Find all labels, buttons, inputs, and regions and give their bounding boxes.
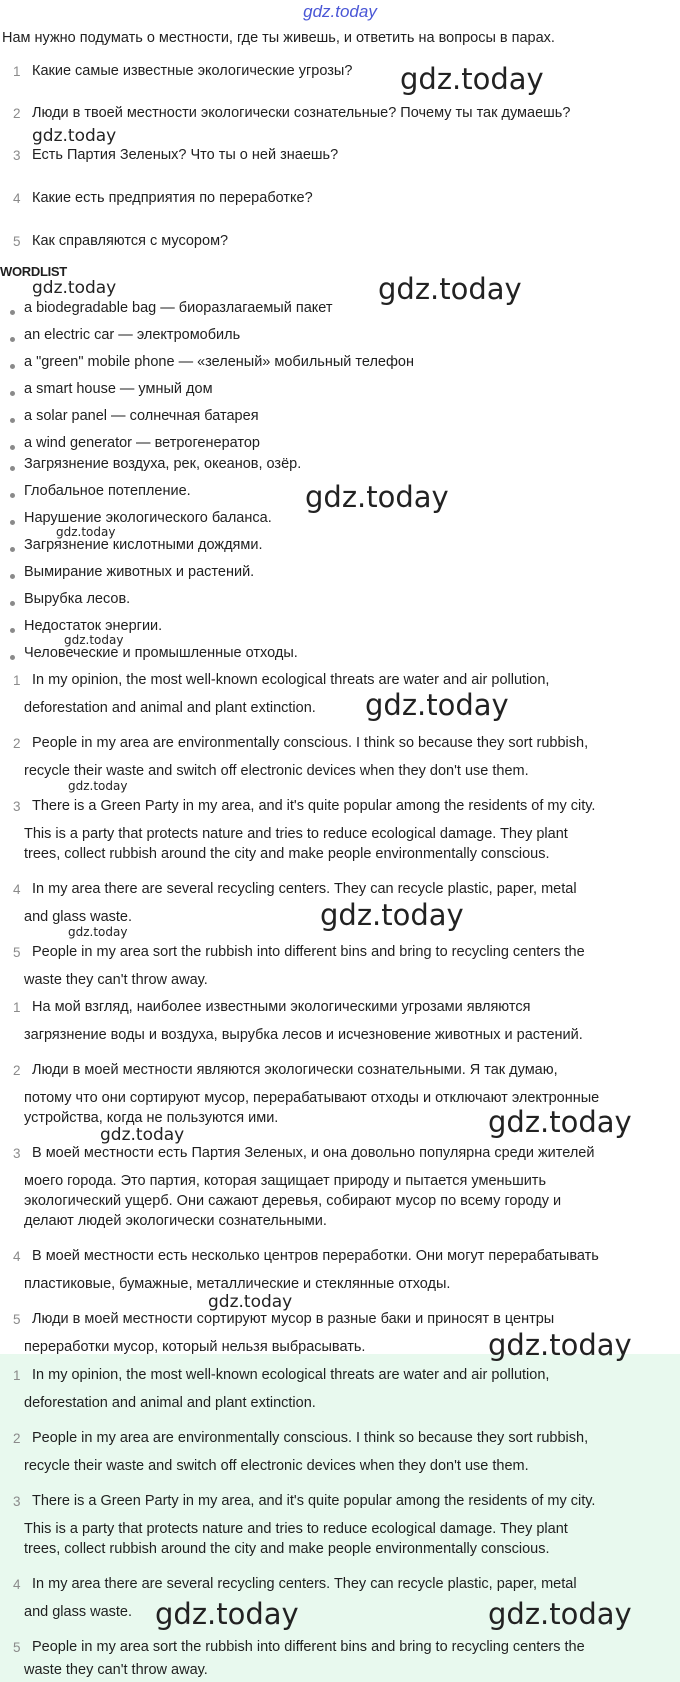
- list-item: Человеческие и промышленные отходы.: [24, 645, 298, 661]
- answer-line: Люди в моей местности являются экологически сознательными. Я так думаю,: [32, 1062, 558, 1078]
- bullet: [10, 628, 15, 633]
- answer-number: 4: [13, 882, 21, 897]
- question-text: Какие есть предприятия по переработке?: [32, 190, 313, 206]
- answer-line: На мой взгляд, наиболее известными экологическими угрозами являются: [32, 999, 531, 1015]
- question-number: 3: [13, 148, 21, 163]
- answer-line: моего города. Это партия, которая защищает природу и пытается уменьшить: [24, 1173, 546, 1189]
- watermark: gdz.today: [320, 898, 464, 932]
- bullet: [10, 655, 15, 660]
- watermark: gdz.today: [32, 278, 117, 298]
- answer-line: В моей местности есть несколько центров переработки. Они могут перерабатывать: [32, 1248, 599, 1264]
- answer-line: устройства, когда не пользуются ими.: [24, 1110, 279, 1126]
- list-item: a wind generator — ветрогенератор: [24, 435, 260, 451]
- question-text: Какие самые известные экологические угрозы?: [32, 63, 353, 79]
- question-text: Есть Партия Зеленых? Что ты о ней знаешь?: [32, 147, 339, 163]
- answer-number: 3: [13, 1494, 21, 1509]
- answer-line: пластиковые, бумажные, металлические и стеклянные отходы.: [24, 1276, 451, 1292]
- bullet: [10, 493, 15, 498]
- answer-line: In my area there are several recycling centers. They can recycle plastic, paper, metal: [32, 881, 577, 897]
- answer-number: 1: [13, 1000, 21, 1015]
- bullet: [10, 547, 15, 552]
- list-item: Недостаток энергии.: [24, 618, 163, 634]
- watermark: gdz.today: [365, 688, 509, 722]
- bullet: [10, 601, 15, 606]
- watermark: gdz.today: [378, 272, 522, 306]
- answer-line: recycle their waste and switch off electronic devices when they don't use them.: [24, 1458, 529, 1474]
- answer-line: and glass waste.: [24, 909, 133, 925]
- answer-line: потому что они сортируют мусор, перерабатывают отходы и отключают электронные: [24, 1090, 600, 1106]
- watermark: gdz.today: [488, 1328, 632, 1362]
- answer-line: deforestation and animal and plant extinction.: [24, 1395, 316, 1411]
- watermark: gdz.today: [488, 1105, 632, 1139]
- top-watermark: gdz.today: [303, 2, 377, 21]
- answer-line: There is a Green Party in my area, and it's quite popular among the residents of my city.: [32, 798, 596, 814]
- answer-line: waste they can't throw away.: [24, 1662, 208, 1678]
- watermark: gdz.today: [32, 126, 117, 146]
- answer-line: trees, collect rubbish around the city and make people environmentally conscious.: [24, 1541, 550, 1557]
- answer-line: Люди в моей местности сортируют мусор в разные баки и приносят в центры: [32, 1311, 555, 1327]
- answer-line: This is a party that protects nature and tries to reduce ecological damage. They plant: [24, 1521, 568, 1537]
- question-number: 4: [13, 191, 21, 206]
- list-item: a solar panel — солнечная батарея: [24, 408, 259, 424]
- bullet: [10, 418, 15, 423]
- list-item: Вымирание животных и растений.: [24, 564, 255, 580]
- answer-line: There is a Green Party in my area, and it's quite popular among the residents of my city.: [32, 1493, 596, 1509]
- answer-number: 5: [13, 1640, 21, 1655]
- list-item: Вырубка лесов.: [24, 591, 131, 607]
- list-item: Загрязнение кислотными дождями.: [24, 537, 263, 553]
- watermark: gdz.today: [100, 1125, 185, 1145]
- answer-number: 1: [13, 673, 21, 688]
- list-item: an electric car — электромобиль: [24, 327, 241, 343]
- answer-line: and glass waste.: [24, 1604, 133, 1620]
- list-item: Глобальное потепление.: [24, 483, 191, 499]
- answer-line: делают людей экологически сознательными.: [24, 1213, 327, 1229]
- bullet: [10, 391, 15, 396]
- answer-line: загрязнение воды и воздуха, вырубка лесов и исчезновение животных и растений.: [24, 1027, 583, 1043]
- answer-line: People in my area are environmentally conscious. I think so because they sort rubbish,: [32, 735, 589, 751]
- list-item: Загрязнение воздуха, рек, океанов, озёр.: [24, 456, 302, 472]
- watermark: gdz.today: [64, 633, 124, 647]
- list-item: a biodegradable bag — биоразлагаемый пакет: [24, 300, 333, 316]
- answer-number: 1: [13, 1368, 21, 1383]
- answer-line: recycle their waste and switch off electronic devices when they don't use them.: [24, 763, 529, 779]
- bullet: [10, 445, 15, 450]
- list-item: Нарушение экологического баланса.: [24, 510, 272, 526]
- answer-line: People in my area sort the rubbish into different bins and bring to recycling centers the: [32, 944, 585, 960]
- answer-line: В моей местности есть Партия Зеленых, и она довольно популярна среди жителей: [32, 1145, 595, 1161]
- watermark: gdz.today: [305, 480, 449, 514]
- bullet: [10, 574, 15, 579]
- list-item: a smart house — умный дом: [24, 381, 213, 397]
- answer-line: trees, collect rubbish around the city and make people environmentally conscious.: [24, 846, 550, 862]
- watermark: gdz.today: [488, 1597, 632, 1631]
- answer-number: 2: [13, 1063, 21, 1078]
- question-text: Как справляются с мусором?: [32, 233, 229, 249]
- answer-number: 4: [13, 1577, 21, 1592]
- wordlist-title: WORDLIST: [0, 264, 67, 279]
- watermark: gdz.today: [155, 1597, 299, 1631]
- intro-text: Нам нужно подумать о местности, где ты живешь, и ответить на вопросы в парах.: [2, 30, 555, 46]
- answer-line: переработки мусор, который нельзя выбрасывать.: [24, 1339, 366, 1355]
- bullet: [10, 337, 15, 342]
- answer-line: In my opinion, the most well-known ecological threats are water and air pollution,: [32, 1367, 550, 1383]
- answer-line: In my area there are several recycling centers. They can recycle plastic, paper, metal: [32, 1576, 577, 1592]
- watermark: gdz.today: [68, 925, 128, 939]
- bullet: [10, 520, 15, 525]
- watermark: gdz.today: [68, 779, 128, 793]
- watermark: gdz.today: [400, 62, 544, 96]
- bullet: [10, 466, 15, 471]
- answer-number: 2: [13, 1431, 21, 1446]
- answer-line: In my opinion, the most well-known ecological threats are water and air pollution,: [32, 672, 550, 688]
- answer-number: 3: [13, 1146, 21, 1161]
- question-number: 1: [13, 64, 21, 79]
- answer-number: 4: [13, 1249, 21, 1264]
- answer-line: deforestation and animal and plant extinction.: [24, 700, 316, 716]
- answer-line: This is a party that protects nature and tries to reduce ecological damage. They plant: [24, 826, 568, 842]
- watermark: gdz.today: [56, 525, 116, 539]
- list-item: a "green" mobile phone — «зеленый» мобильный телефон: [24, 354, 414, 370]
- bullet: [10, 310, 15, 315]
- question-text: Люди в твоей местности экологически сознательные? Почему ты так думаешь?: [32, 105, 571, 121]
- answer-number: 2: [13, 736, 21, 751]
- answer-number: 5: [13, 945, 21, 960]
- question-number: 5: [13, 234, 21, 249]
- answer-number: 5: [13, 1312, 21, 1327]
- answer-number: 3: [13, 799, 21, 814]
- answer-line: waste they can't throw away.: [24, 972, 208, 988]
- answer-line: People in my area sort the rubbish into different bins and bring to recycling centers the: [32, 1639, 585, 1655]
- watermark: gdz.today: [208, 1292, 293, 1312]
- bullet: [10, 364, 15, 369]
- answer-line: People in my area are environmentally conscious. I think so because they sort rubbish,: [32, 1430, 589, 1446]
- question-number: 2: [13, 106, 21, 121]
- answer-line: экологический ущерб. Они сажают деревья, собирают мусор по всему городу и: [24, 1193, 562, 1209]
